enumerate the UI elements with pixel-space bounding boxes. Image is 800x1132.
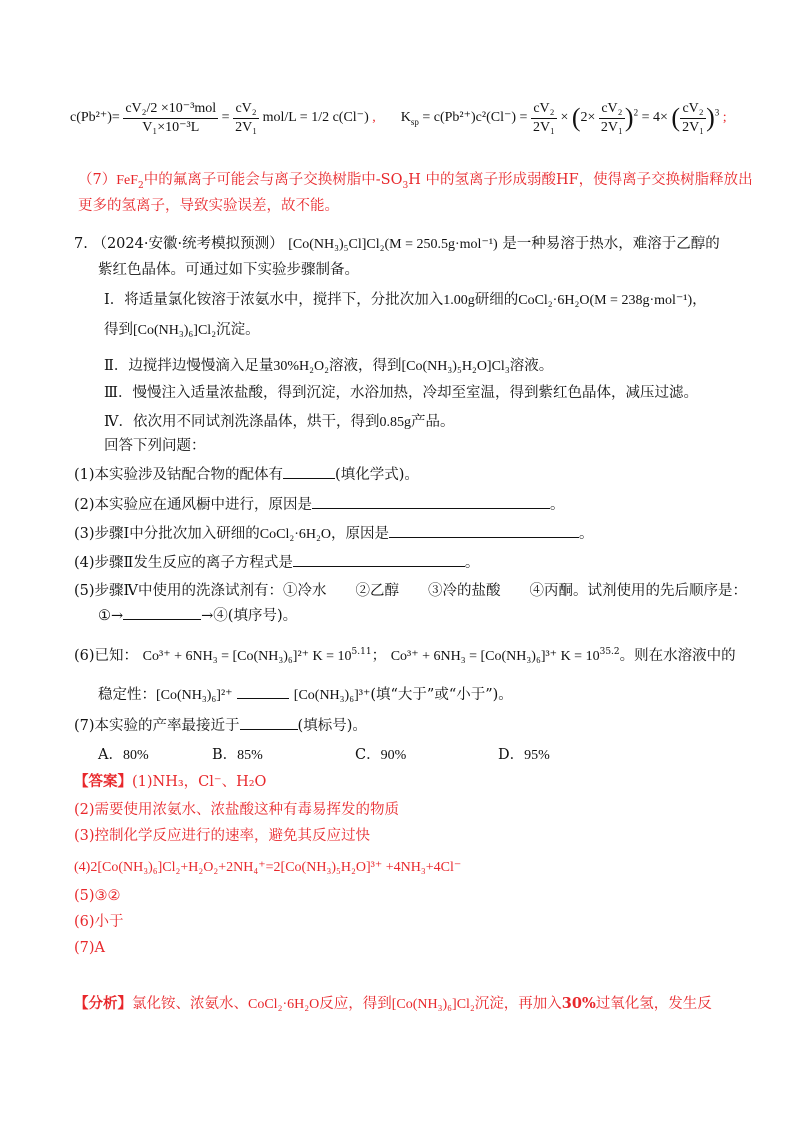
option-b[interactable]: B．85% [212,747,263,763]
subq5-line1: (5)步骤Ⅳ中使用的洗涤试剂有：①冷水 ②乙醇 ③冷的盐酸 ④丙酮。试剂使用的先后顺序是： [74,583,748,599]
formula-two-times: 2× [580,110,596,126]
subq2: (2)本实验应在通风橱中进行，原因是 。 [74,494,565,515]
answer-line1: 【答案】(1)NH₃，Cl⁻、H₂O [74,773,267,790]
question-source: （2024·安徽·统考模拟预测） [92,236,284,252]
prev-answer-line1: （7）FeF$_2$中的氟离子可能会与离子交换树脂中$-SO_3H$ 中的氢离子形成弱酸HF，使得离子交换树脂释放出 [78,172,753,191]
formula-semicolon: ; [722,110,727,126]
answer-prompt: 回答下列问题： [104,438,206,454]
subq5-line2: ①→ →④(填序号)。 [98,605,297,626]
analysis-tag: 【分析】 [74,995,132,1012]
subq3-blank[interactable] [389,523,579,538]
step1-salt: CoCl₂·6H₂O(M = 238g·mol⁻¹) [518,293,693,308]
subq2-blank[interactable] [312,494,550,509]
question-intro1: 是一种易溶于热水，难溶于乙醇的 [502,236,720,252]
option-a[interactable]: A．80% [98,747,149,763]
answer-line2: (2)需要使用浓氨水、浓盐酸这种有毒易挥发的物质 [74,802,400,818]
subq1: (1)本实验涉及钴配合物的配体有 (填化学式)。 [74,464,419,485]
answer-tag: 【答案】 [74,773,132,790]
step1-line2: 得到[Co(NH₃)₆]Cl₂沉淀。 [104,322,260,338]
subq4: (4)步骤Ⅱ发生反应的离子方程式是 。 [74,552,479,573]
question-number: 7. [74,236,88,252]
subq6-line1: (6)已知： Co³⁺ + 6NH₃ = [Co(NH₃)₆]²⁺ $K = 10^{5.11}$； Co³⁺ + 6NH₃ = [Co(NH₃)₆]³⁺ $K = 10^{35.2}$。则在水溶液中的 [74,647,736,664]
step4-mass: 0.85g [379,415,411,430]
subq6-ion2: [Co(NH₃)₆]³⁺ [293,688,371,703]
subq6-eq2: Co³⁺ + 6NH₃ = [Co(NH₃)₆]³⁺ K = 10 [390,649,600,664]
question-intro-line2: 紫红色晶体。可通过如下实验步骤制备。 [98,262,359,278]
formula-frac1 [123,100,218,137]
step3-line: Ⅲ．慢慢注入适量浓盐酸，得到沉淀，水浴加热，冷却至室温，得到紫红色晶体，减压过滤。 [104,385,698,401]
formula-eq4: = 4× [641,110,668,126]
subq6-line2: 稳定性：[Co(NH₃)₆]²⁺ [Co(NH₃)₆]³⁺(填“大于”或“小于”)。 [98,684,513,706]
formula-cube: 3 [714,107,720,118]
formula-times: × [560,110,569,126]
frac1-den: V₁×10⁻³L [142,119,200,135]
prev-answer-line2: 更多的氢离子，导致实验误差，故不能。 [78,198,339,214]
formula-ksp: K [400,110,411,126]
formula-frac5: $\frac{\text{cV₂}}{\text{2V₁}}$ [682,100,705,135]
question-compound: [Co(NH₃)₅Cl]Cl₂(M = 250.5g·mol⁻¹) [288,237,498,252]
subq1-blank[interactable] [283,464,335,479]
subq6-ion1: [Co(NH₃)₆]²⁺ [156,688,233,703]
formula-sq: 2 [633,107,639,118]
answer-line5: (5)③② [74,888,121,904]
prev-answer-label: （7） [78,172,117,188]
answer-line6: (6)小于 [74,914,124,930]
frac1-num: cV₂/2 ×10⁻³mol [123,100,218,119]
subq3: (3)步骤Ⅰ中分批次加入研细的CoCl₂·6H₂O，原因是 。 [74,523,594,545]
subq6-blank[interactable] [237,684,289,699]
step1-mass: 1.00g [443,293,475,308]
subq7: (7)本实验的产率最接近于 (填标号)。 [74,715,367,736]
subq6-eq1: Co³⁺ + 6NH₃ = [Co(NH₃)₆]²⁺ K = 10 [142,649,352,664]
step1-product: [Co(NH₃)₆]Cl₂ [133,323,217,338]
option-d[interactable]: D．95% [498,747,550,763]
frac2-num: cV₂ [233,100,259,119]
step2-product: [Co(NH₃)₅H₂O]Cl₃ [401,359,510,374]
answer-line7: (7)A [74,940,106,956]
formula-ksp-sub: sp [410,117,419,128]
formula-frac3: $\frac{\text{cV₂}}{\text{2V₁}}$ [532,100,555,135]
subq7-blank[interactable] [240,715,298,730]
step1-line1: Ⅰ．将适量氯化铵溶于浓氨水中，搅拌下，分批次加入1.00g研细的CoCl₂·6H₂O(M = 238g·mol⁻¹)， [104,292,707,308]
step2-h2o2: 30%H₂O₂ [273,359,330,374]
answer-line4: (4)2[Co(NH₃)₆]Cl₂+H₂O₂+2NH₄⁺=2[Co(NH₃)₅H₂O]³⁺ +4NH₃+4Cl⁻ [74,860,462,875]
formula-half: 1/2 [311,110,330,126]
formula-frac2 [233,100,259,137]
header-formula: c(Pb²⁺)= $\frac{\text{cV₂/2 ×10⁻³mol}}{\text{V₁×10⁻³L}}$ = $\frac{\text{cV₂}}{\text{2V₁}}$ mol/L = 1/2 c(Cl⁻) , $K_{sp} = c(Pb^{2+})c^2(Cl^-)$ = $\frac{\text{cV₂}}{\text{2V₁}}$ × (2× $\frac{\text{cV₂}}{\text{2V₁}}$ )$^2$ = 4× ( $\frac{\text{cV₂}}{\text{2V₁}}$ )$^3$ ; [70,100,727,135]
formula-frac4: $\frac{\text{cV₂}}{\text{2V₁}}$ [600,100,623,135]
analysis-line: 【分析】氯化铵、浓氨水、CoCl₂·6H₂O反应，得到[Co(NH₃)₆]Cl₂沉淀，再加入30%过氧化氢，发生反 [74,995,712,1012]
option-c[interactable]: C．90% [355,747,407,763]
question-header [74,234,720,255]
frac2-den: 2V₁ [235,119,258,135]
step2-line: Ⅱ．边搅拌边慢慢滴入足量30%H₂O₂溶液，得到[Co(NH₃)₅H₂O]Cl₃溶液。 [104,358,554,374]
formula-unit: mol/L = [262,110,308,126]
answer-line3: (3)控制化学反应进行的速率，避免其反应过快 [74,828,371,844]
step4-line: Ⅳ．依次用不同试剂洗涤晶体，烘干，得到0.85g产品。 [104,414,455,430]
subq4-blank[interactable] [293,552,465,567]
formula-lhs: c(Pb²⁺)= [70,110,120,126]
formula-cl: c(Cl⁻) [332,110,369,126]
formula-ksp-rhs: = c(Pb²⁺)c²(Cl⁻) = [422,110,528,126]
subq5-blank[interactable] [123,605,201,620]
formula-eq1: = [221,110,230,126]
formula-comma: , [372,110,376,126]
